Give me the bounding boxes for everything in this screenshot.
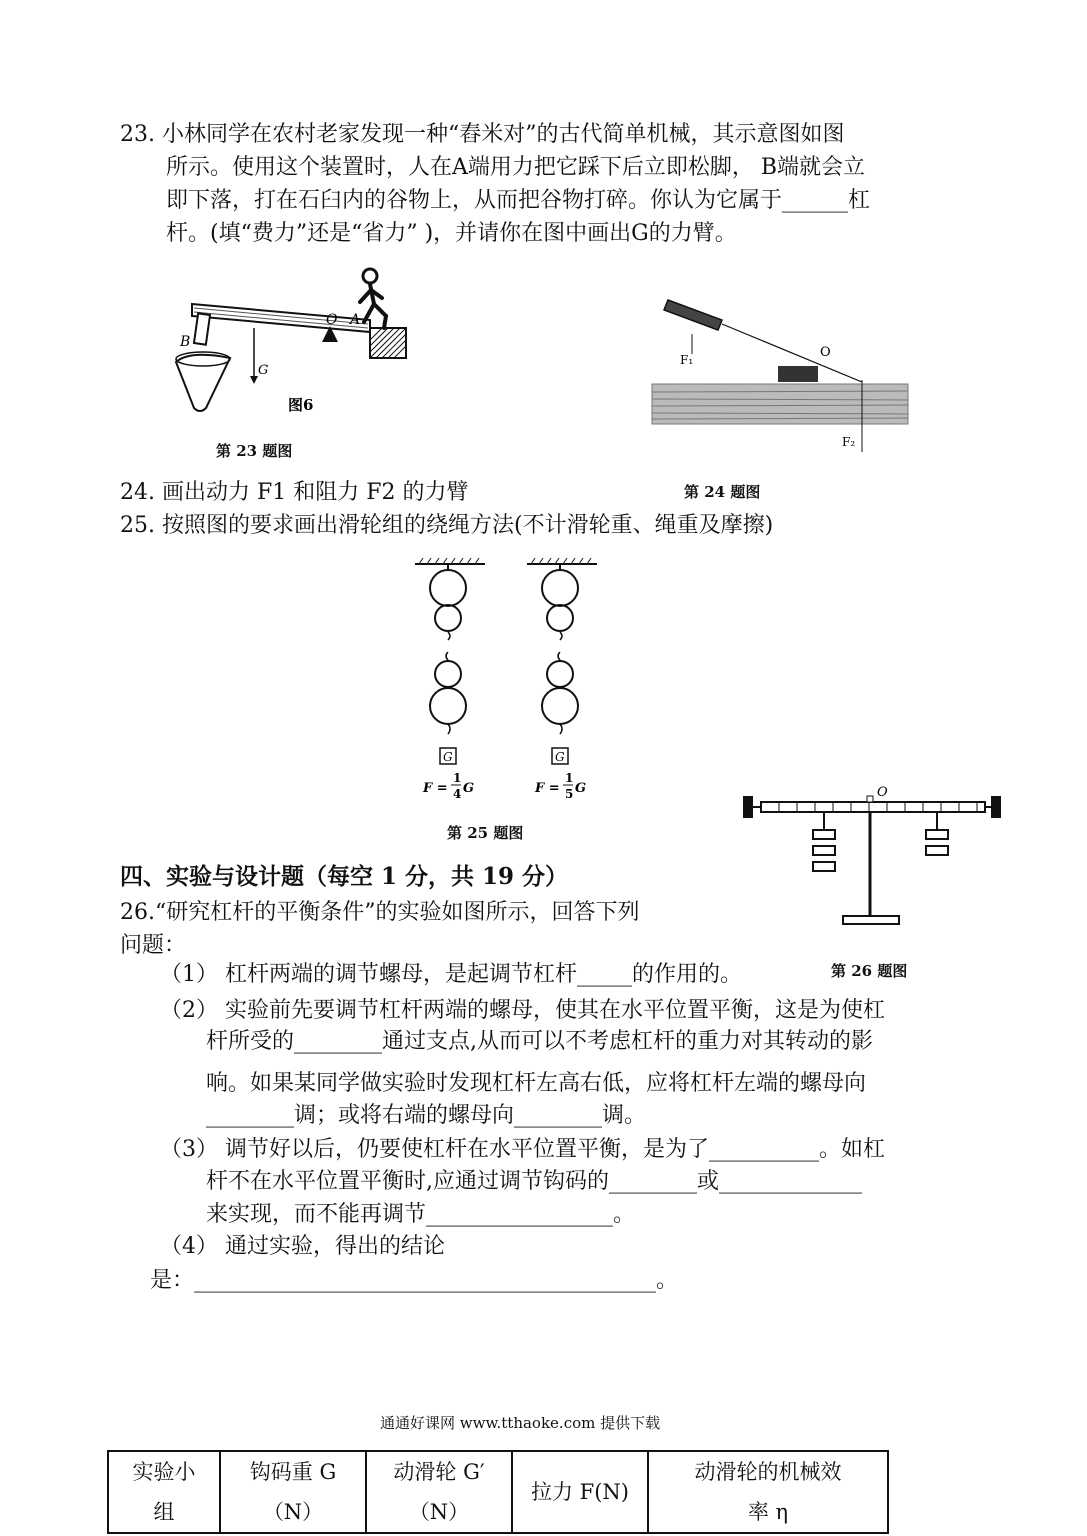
svg-text:G: G — [575, 781, 587, 796]
svg-text:F =: F = — [423, 781, 448, 796]
svg-text:G: G — [463, 781, 475, 796]
stand-base — [843, 916, 899, 924]
stone-block — [370, 328, 406, 358]
fixed-pulley-big — [430, 570, 466, 606]
weights-left — [813, 812, 835, 871]
q26-item-2d: ________调；或将右端的螺母向________调。 — [206, 1103, 647, 1128]
label-F2: F₂ — [842, 435, 856, 449]
q26-item-3: （3） 调节好以后，仍要使杠杆在水平位置平衡，是为了__________。如杠 — [160, 1137, 885, 1162]
lever-beam — [192, 304, 370, 332]
label-O: O — [326, 312, 338, 328]
svg-text:1: 1 — [453, 771, 462, 785]
svg-text:G: G — [443, 750, 453, 764]
label-A: A — [350, 312, 361, 328]
q23-figure — [160, 262, 440, 442]
q26-item-4: （4） 通过实验，得出的结论 — [160, 1234, 445, 1259]
svg-text:5: 5 — [565, 787, 574, 801]
fixed-pulley-small — [435, 605, 461, 631]
pulley-set-right — [527, 558, 597, 801]
q26-item-2c: 响。如果某同学做实验时发现杠杆左高右低，应将杠杆左端的螺母向 — [206, 1071, 867, 1096]
q24-text: 24. 画出动力 F1 和阻力 F2 的力臂 — [120, 480, 469, 505]
label-O-26: O — [877, 785, 888, 800]
table-header-row — [108, 1451, 888, 1533]
header-pulley-weight: 动滑轮 G′ （N） — [366, 1451, 512, 1533]
tool-handle — [664, 300, 722, 330]
nut-right — [991, 796, 1001, 818]
svg-text:4: 4 — [453, 787, 462, 801]
q26-figure — [735, 780, 1010, 930]
q23-line-3: 即下落，打在石臼内的谷物上，从而把谷物打碎。你认为它属于______杠 — [166, 188, 871, 213]
label-O-24: O — [820, 345, 831, 360]
pestle — [194, 313, 210, 344]
q24-caption: 第 24 题图 — [684, 483, 761, 501]
weights-right — [926, 812, 948, 855]
q26-item-3c: 来实现，而不能再调节_________________。 — [206, 1202, 636, 1227]
header-efficiency: 动滑轮的机械效 率 η — [648, 1451, 888, 1533]
nut-left — [743, 796, 753, 818]
person — [360, 269, 386, 328]
label-B: B — [180, 334, 191, 350]
svg-text:F =: F = — [535, 781, 560, 796]
q25-caption: 第 25 题图 — [447, 824, 524, 842]
results-table — [107, 1450, 889, 1534]
footer-text: 通通好课网 www.tthaoke.com 提供下载 — [380, 1414, 661, 1432]
q26-item-3b: 杆不在水平位置平衡时,应通过调节钩码的________或_____________ — [206, 1169, 862, 1194]
q26-item-1: （1） 杠杆两端的调节螺母，是起调节杠杆_____的作用的。 — [160, 962, 742, 987]
q24-figure — [650, 294, 910, 460]
header-pull-force: 拉力 F(N) — [512, 1451, 648, 1533]
movable-pulley-small — [435, 661, 461, 687]
q23-line-2: 所示。使用这个装置时，人在A端用力把它踩下后立即松脚， B端就会立 — [166, 155, 866, 180]
fig6-label: 图6 — [288, 396, 314, 414]
q23-line-1: 23. 小林同学在农村老家发现一种“舂米对”的古代简单机械，其示意图如图 — [120, 122, 845, 147]
q26-item-2: （2） 实验前先要调节杠杆两端的螺母，使其在水平位置平衡，这是为使杠 — [160, 998, 885, 1023]
header-weight: 钩码重 G （N） — [220, 1451, 366, 1533]
section-4-title: 四、实验与设计题（每空 1 分，共 19 分） — [120, 863, 569, 890]
q23-line-4: 杆。(填“费力”还是“省力” )，并请你在图中画出G的力臂。 — [166, 221, 737, 246]
lever-bar — [761, 802, 985, 812]
q23-caption: 第 23 题图 — [216, 442, 293, 460]
q26-item-4b: 是：__________________________________________。 — [150, 1268, 679, 1293]
object — [778, 366, 818, 382]
q25-figure — [405, 556, 605, 806]
q26-intro-1: 26.“研究杠杆的平衡条件”的实验如图所示，回答下列 — [120, 900, 640, 925]
movable-pulley-big — [430, 688, 466, 724]
svg-text:1: 1 — [565, 771, 574, 785]
label-F1: F₁ — [680, 353, 694, 367]
q26-item-2b: 杆所受的________通过支点,从而可以不考虑杠杆的重力对其转动的影 — [206, 1029, 873, 1054]
pulley-set-left — [415, 558, 485, 801]
q25-text: 25. 按照图的要求画出滑轮组的绕绳方法(不计滑轮重、绳重及摩擦) — [120, 513, 774, 538]
q26-caption: 第 26 题图 — [831, 962, 908, 980]
header-group: 实验小 组 — [108, 1451, 220, 1533]
svg-text:G: G — [555, 750, 565, 764]
q26-intro-2: 问题： — [120, 933, 187, 958]
label-G: G — [258, 363, 269, 378]
